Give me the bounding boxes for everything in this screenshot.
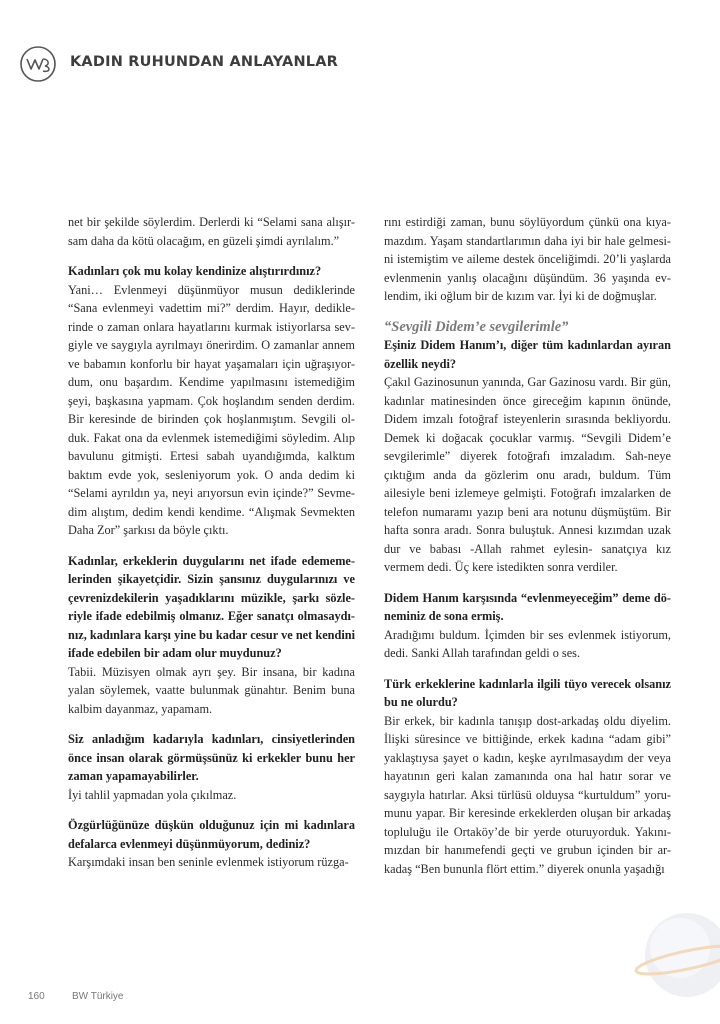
paragraph: Bir erkek, bir kadınla tanışıp dost-arkadaş oldu diyelim. İlişki süresince ve bittiğinde, erkek kadına “adam gibi” yaklaştıysa şayet o kadın, keşke ayrılmasaydım der veya hayatının geri kalan zamanında ona hal hatır sorar ve saygıyla hatırlar. Aksi türlüsü olduysa “kurtuldum” yoru-munu yapar. Bir keresinde erkeklerden oluşan bir arkadaş topluluğu ile Ortaköy’de bir yerde oturuyorduk. Yakını-mızdan bir hanımefendi geçti ve grubun içinden bir ar-kadaş “Ben bununla flört ettim.” diyerek onunla yaşadığı xyxy=(384,713,671,876)
decorative-planet-icon xyxy=(632,900,720,1010)
subheading: “Sevgili Didem’e sevgilerimle” xyxy=(384,318,569,335)
paragraph: Karşımdaki insan ben seninle evlenmek istiyorum rüzga- xyxy=(68,855,349,869)
publication-name: BW Türkiye xyxy=(72,991,124,1002)
paragraph: Yani… Evlenmeyi düşünmüyor musun dediklerinde “Sana evlenmeyi vadettim mi?” derdim. Hayır, dedikle-rinde o zaman onlara hayatlarını kurmak istiyorlarsa sev-giyle ve saygıyla ayrılmayı önerirdim. O zamanlar annem ve babamın konforlu bir hayat yaşamaları için uğraşıyor-dum, onu başardım. Kendime yapılmasını istemediğim şeyi, başkasına yapmam. Çok hoşlandım senden derdim. Bir keresinde de birinden çok hoşlanmıştım. Sevgili ol-duk. Fakat ona da evlenmek istemediğimi söyledim. Alıp bavulunu gitmişti. Ertesi sabah uyandığımda, kalktım baktım evde yok, sesleniyorum yok. O anda dedim ki “Selami ayrıldın ya, neyi arıyorsun evin içinde?” Sevme-dim alıştım, dedim kendi kendime. “Alışmak Sevmekten Daha Zor” şarkısı da böyle çıktı. xyxy=(68,282,355,537)
paragraph: rını estirdiği zaman, bunu söylüyordum çünkü ona kıya-mazdım. Yaşam standartlarımın daha iyi bir hale gelmesi-ni istemiştim ve aileme destek önceliğimdi. 20’li yaşlarda evlenmenin yanlış olacağını düşündüm. 36 yaşında ev-lendim, iki oğlum bir de kızım var. İyi ki de doğmuşlar. xyxy=(384,215,671,303)
section-title: KADIN RUHUNDAN ANLAYANLAR xyxy=(70,54,339,70)
paragraph: Aradığımı buldum. İçimden bir ses evlenmek istiyorum, dedi. Sanki Allah tarafından geldi o ses. xyxy=(384,627,671,660)
paragraph: Tabii. Müzisyen olmak ayrı şey. Bir insana, bir kadına yalan söylemek, vaatte bulunmak günahtır. Benim buna kalbim dayanmaz, yapamam. xyxy=(68,664,355,716)
interview-question: Siz anladığım kadarıyla kadınları, cinsiyetlerinden önce insan olarak görmüşsünüz ki erkekler bunu her zaman yapamayabilirler. xyxy=(68,732,355,783)
interview-question: Özgürlüğünüze düşkün olduğunuz için mi kadınlara defalarca evlenmeyi düşünmüyorum, dediniz? xyxy=(68,818,355,851)
page-number: 160 xyxy=(28,991,45,1002)
paragraph: İyi tahlil yapmadan yola çıkılmaz. xyxy=(68,787,237,802)
interview-question: Türk erkeklerine kadınlarla ilgili tüyo verecek olsanız bu ne olurdu? xyxy=(384,676,671,709)
left-column xyxy=(68,213,355,872)
paragraph: net bir şekilde söylerdim. Derlerdi ki “Selami sana alışır-sam daha da kötü olacağım, en güzeli şimdi ayrılalım.” xyxy=(68,215,355,248)
page-header xyxy=(14,42,714,92)
interview-question: Didem Hanım karşısında “evlenmeyeceğim” deme dö-neminiz de sona ermiş. xyxy=(384,590,671,623)
interview-question: Kadınlar, erkeklerin duygularını net ifade edememe-lerinden şikayetçidir. Sizin şansınız duygularınızı ve çevrenizdekilerin yaşadıklarını müzikle, şarkı sözle-riyle ifade edebilmiş olmanız. Eğer sanatçı olmasaydı-nız, kadınlara karşı yine bu kadar cesur ve net kendini ifade edebilen bir adam olur muydunuz? xyxy=(68,553,355,660)
interview-question: Kadınları çok mu kolay kendinize alıştırırdınız? xyxy=(68,264,322,278)
interview-question: Eşiniz Didem Hanım’ı, diğer tüm kadınlardan ayıran özellik neydi? xyxy=(384,338,671,371)
brand-logo-icon xyxy=(18,44,58,84)
paragraph: Çakıl Gazinosunun yanında, Gar Gazinosu vardı. Bir gün, kadınlar matinesinden önce gireceğim kapının önünde, Didem imzalı fotoğraf isteyenlerin sırasında bekliyordu. Demek ki doğacak çocuklar varmış. “Sevgili Didem’e sevgilerimle” diyerek fotoğrafı imzaladım. Sah-neye çıktığım anda da gözlerim onu aradı, buldum. Tüm ailesiyle beni izlemeye gelmişti. Fotoğrafı imzalarken de telefon numaramı yazıp beni ara notunu düşmüştüm. Bir hafta sonra aradı. Sonra buluştuk. Annesi kızımdan uzak dur ve babası -Allah rahmet eylesin- sanatçıya kız vermem dedi. Üç kere istedikten sonra verdiler. xyxy=(384,375,671,574)
right-column xyxy=(384,213,671,878)
